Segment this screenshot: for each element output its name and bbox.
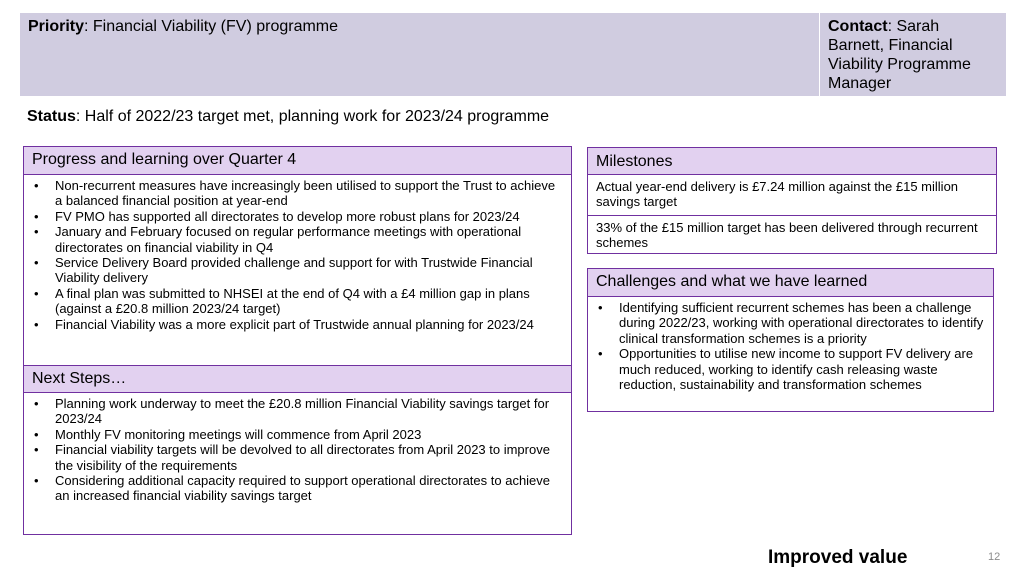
progress-title: Progress and learning over Quarter 4 (24, 147, 571, 175)
challenges-list (588, 297, 993, 392)
challenges-title: Challenges and what we have learned (588, 269, 993, 297)
status-text: : Half of 2022/23 target met, planning work for 2023/24 programme (75, 108, 550, 125)
next-steps-title: Next Steps… (24, 365, 571, 393)
list-item: • Non-recurrent measures have increasingly been utilised to support the Trust to achieve a balanced financial position at year-end (32, 178, 563, 209)
contact-label: Contact (828, 18, 888, 35)
improved-value-tag: Improved value (768, 547, 908, 568)
progress-list (24, 175, 571, 365)
milestone-row: 33% of the £15 million target has been delivered through recurrent schemes (596, 219, 978, 251)
priority-label: Priority (28, 18, 85, 35)
milestone-row: Actual year-end delivery is £7.24 million against the £15 million savings target (588, 175, 996, 216)
page-number: 12 (988, 551, 1001, 563)
list-item: • January and February focused on regular performance meetings with operational directorates on financial viability in Q4 (32, 224, 563, 255)
list-item: • Service Delivery Board provided challenge and support for with Trustwide Financial Viability delivery (32, 255, 563, 286)
status-line (27, 107, 549, 127)
list-item: • Financial viability targets will be devolved to all directorates from April 2023 to improve the visibility of the requirements (32, 442, 563, 473)
list-item: • Identifying sufficient recurrent schemes has been a challenge during 2022/23, working with operational directorates to identify clinical transformation schemes is a priority (596, 300, 985, 346)
milestones-title: Milestones (588, 148, 996, 175)
list-item: • FV PMO has supported all directorates to develop more robust plans for 2023/24 (32, 209, 563, 224)
challenges-panel (587, 268, 994, 412)
list-item: • Opportunities to utilise new income to support FV delivery are much reduced, working to identify cash releasing waste reduction, sustainability and transformation schemes (596, 346, 985, 392)
list-item: • Considering additional capacity required to support operational directorates to achieve an increased financial viability savings target (32, 473, 563, 504)
list-item: • Planning work underway to meet the £20.8 million Financial Viability savings target for 2023/24 (32, 396, 563, 427)
priority-text: : Financial Viability (FV) programme (84, 18, 339, 35)
left-panel (23, 146, 572, 535)
contact-text: : Sarah Barnett, Financial Viability Programme Manager (828, 18, 971, 92)
contact-header (820, 13, 1006, 96)
milestones-panel (587, 147, 997, 254)
list-item: • A final plan was submitted to NHSEI at the end of Q4 with a £4 million gap in plans (against a £20.8 million 2023/24 target) (32, 286, 563, 317)
list-item: • Monthly FV monitoring meetings will commence from April 2023 (32, 427, 563, 442)
next-steps-list (24, 393, 571, 504)
status-label: Status (27, 108, 76, 125)
list-item: • Financial Viability was a more explicit part of Trustwide annual planning for 2023/24 (32, 317, 563, 332)
priority-header (20, 13, 819, 96)
